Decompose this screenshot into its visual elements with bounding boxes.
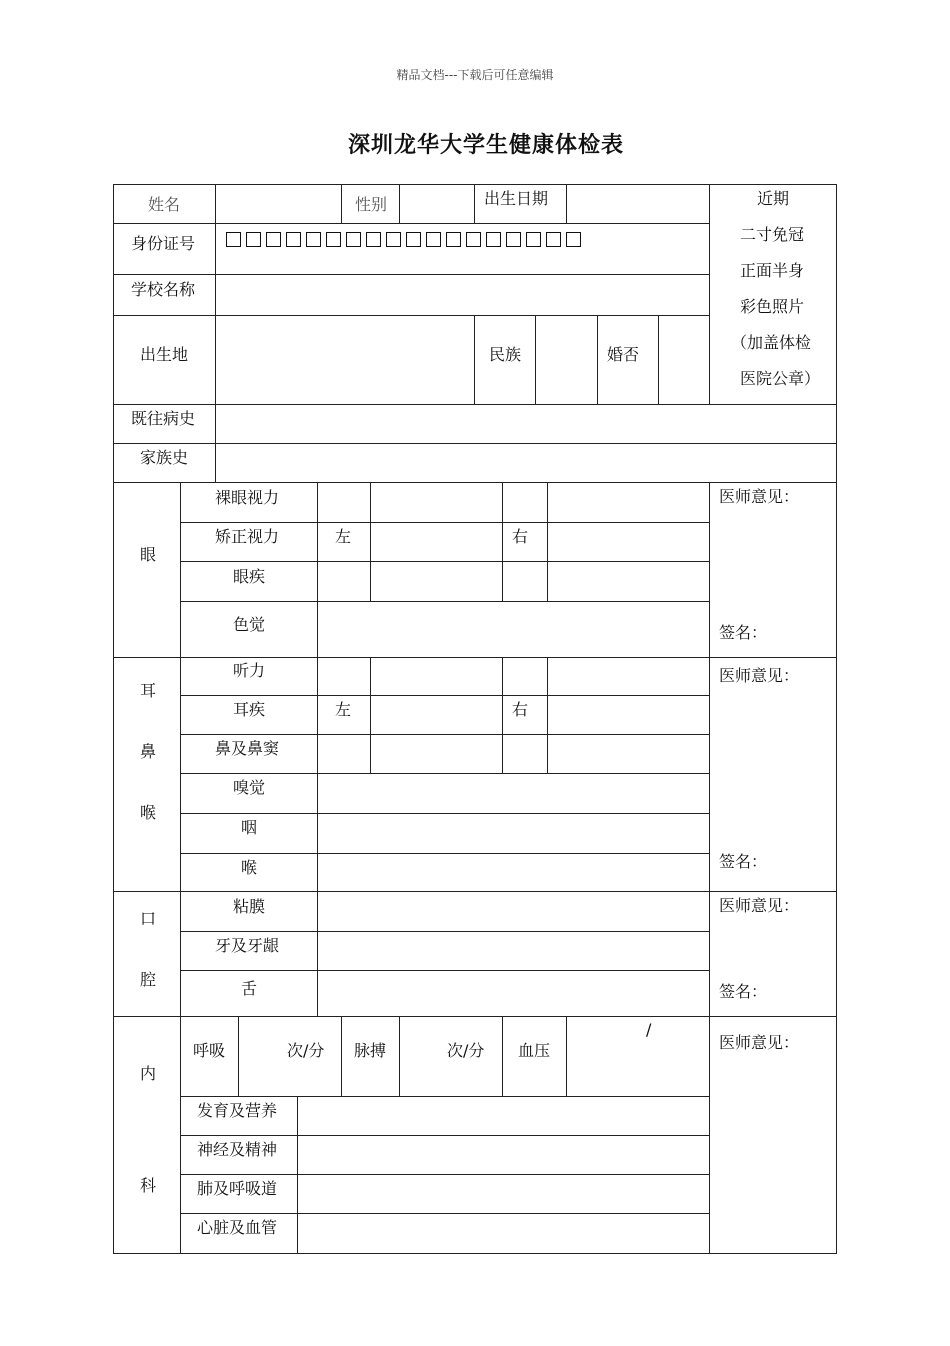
id-digit-box[interactable] [386,232,401,247]
heart-vessels-field[interactable] [298,1214,709,1253]
nose-right-field[interactable] [548,735,709,773]
watermark: 精品文档---下载后可任意编辑 [396,68,554,82]
pharynx-field[interactable] [318,814,709,853]
id-digit-box[interactable] [566,232,581,247]
lung-respiratory-field[interactable] [298,1175,709,1213]
ent-section-label-ear: 耳 [140,681,157,700]
respiration-field[interactable] [239,1017,285,1096]
id-digit-box[interactable] [506,232,521,247]
naked-vision-label: 裸眼视力 [215,488,280,507]
birth-date-field[interactable] [567,185,709,223]
id-digit-box[interactable] [426,232,441,247]
page-title: 深圳龙华大学生健康体检表 [347,133,624,158]
id-digit-box[interactable] [526,232,541,247]
school-field[interactable] [216,275,709,315]
photo-text-4: 彩色照片 [740,297,805,316]
ethnicity-field[interactable] [536,316,597,404]
ent-left-label: 左 [335,700,352,719]
id-digit-box[interactable] [546,232,561,247]
history-field[interactable] [216,405,836,443]
photo-text-3: 正面半身 [740,261,805,280]
ent-signature-label: 签名： [719,852,768,871]
development-field[interactable] [298,1097,709,1135]
ear-disease-left-field[interactable] [371,696,502,734]
larynx-label: 喉 [241,858,258,877]
ent-right-label: 右 [512,700,529,719]
photo-text-1: 近期 [757,189,790,208]
ent-section-label-nose: 鼻 [140,742,157,761]
id-digit-box[interactable] [446,232,461,247]
nose-left-field[interactable] [371,735,502,773]
smell-label: 嗅觉 [233,778,266,797]
id-digit-box[interactable] [466,232,481,247]
id-digit-box[interactable] [326,232,341,247]
smell-field[interactable] [318,774,709,813]
lung-respiratory-label: 肺及呼吸道 [197,1179,278,1198]
id-digit-box[interactable] [266,232,281,247]
ethnicity-label: 民族 [489,345,522,364]
eye-disease-label: 眼疾 [233,567,266,586]
blood-pressure-slash: / [646,1020,652,1039]
corrected-vision-label: 矫正视力 [215,527,280,546]
teeth-gums-label: 牙及牙龈 [215,936,280,955]
id-digit-box[interactable] [346,232,361,247]
id-digit-box[interactable] [306,232,321,247]
id-digit-box[interactable] [246,232,261,247]
tongue-field[interactable] [318,971,709,1016]
ent-doctor-opinion-label: 医师意见： [719,666,800,685]
family-history-label: 家族史 [140,448,189,467]
eye-left-label: 左 [335,527,352,546]
birthplace-label: 出生地 [140,345,189,364]
family-history-field[interactable] [216,444,836,482]
pulse-unit: 次/分 [447,1041,485,1060]
gender-field[interactable] [400,185,474,223]
naked-vision-left-field[interactable] [371,483,502,522]
marital-field[interactable] [659,316,709,404]
tongue-label: 舌 [241,979,258,998]
mouth-signature-label: 签名： [719,982,768,1001]
blood-pressure-label: 血压 [518,1041,551,1060]
color-vision-label: 色觉 [233,615,266,634]
hearing-left-field[interactable] [371,658,502,695]
ent-section-label-throat: 喉 [140,803,157,822]
pulse-field[interactable] [400,1017,446,1096]
id-digit-box[interactable] [226,232,241,247]
larynx-field[interactable] [318,854,709,891]
name-label: 姓名 [148,195,181,214]
color-vision-field[interactable] [318,602,709,657]
eye-disease-left-field[interactable] [371,562,502,601]
id-label: 身份证号 [131,234,196,253]
hearing-right-field[interactable] [548,658,709,695]
naked-vision-right-field[interactable] [548,483,709,522]
history-label: 既往病史 [131,409,196,428]
photo-text-2: 二寸免冠 [740,225,805,244]
ear-disease-right-field[interactable] [548,696,709,734]
nose-sinus-label: 鼻及鼻窦 [215,739,280,758]
internal-doctor-opinion-label: 医师意见： [719,1033,800,1052]
eye-signature-label: 签名： [719,623,768,642]
eye-right-label: 右 [512,527,529,546]
teeth-gums-field[interactable] [318,932,709,970]
eye-disease-right-field[interactable] [548,562,709,601]
hearing-label: 听力 [233,661,266,680]
internal-section-label-1: 内 [140,1064,157,1083]
respiration-label: 呼吸 [193,1041,226,1060]
school-label: 学校名称 [131,280,196,299]
birth-date-label: 出生日期 [484,189,549,208]
birthplace-field[interactable] [216,316,474,404]
corrected-vision-right-field[interactable] [548,523,709,561]
respiration-unit: 次/分 [287,1041,325,1060]
mucosa-label: 粘膜 [233,897,266,916]
blood-pressure-field[interactable] [567,1017,709,1096]
mouth-section-label-1: 口 [140,909,157,928]
heart-vessels-label: 心脏及血管 [197,1218,278,1237]
eye-doctor-opinion-label: 医师意见： [719,487,800,506]
gender-label: 性别 [355,195,388,214]
pulse-label: 脉搏 [354,1041,387,1060]
id-digit-box[interactable] [486,232,501,247]
neuro-mental-label: 神经及精神 [197,1140,278,1159]
mucosa-field[interactable] [318,892,709,931]
mouth-section-label-2: 腔 [140,970,157,989]
neuro-mental-field[interactable] [298,1136,709,1174]
id-number-boxes[interactable] [226,232,581,247]
corrected-vision-left-field[interactable] [371,523,502,561]
photo-text-5: （加盖体检 [731,333,812,352]
name-field[interactable] [216,185,341,223]
development-label: 发育及营养 [197,1101,278,1120]
eye-section-label: 眼 [140,545,157,564]
ear-disease-label: 耳疾 [233,700,266,719]
photo-text-6: 医院公章） [740,369,821,388]
internal-section-label-2: 科 [140,1176,157,1195]
marital-label: 婚否 [607,345,640,364]
pharynx-label: 咽 [241,818,258,837]
id-digit-box[interactable] [286,232,301,247]
id-digit-box[interactable] [406,232,421,247]
mouth-doctor-opinion-label: 医师意见： [719,896,800,915]
id-digit-box[interactable] [366,232,381,247]
